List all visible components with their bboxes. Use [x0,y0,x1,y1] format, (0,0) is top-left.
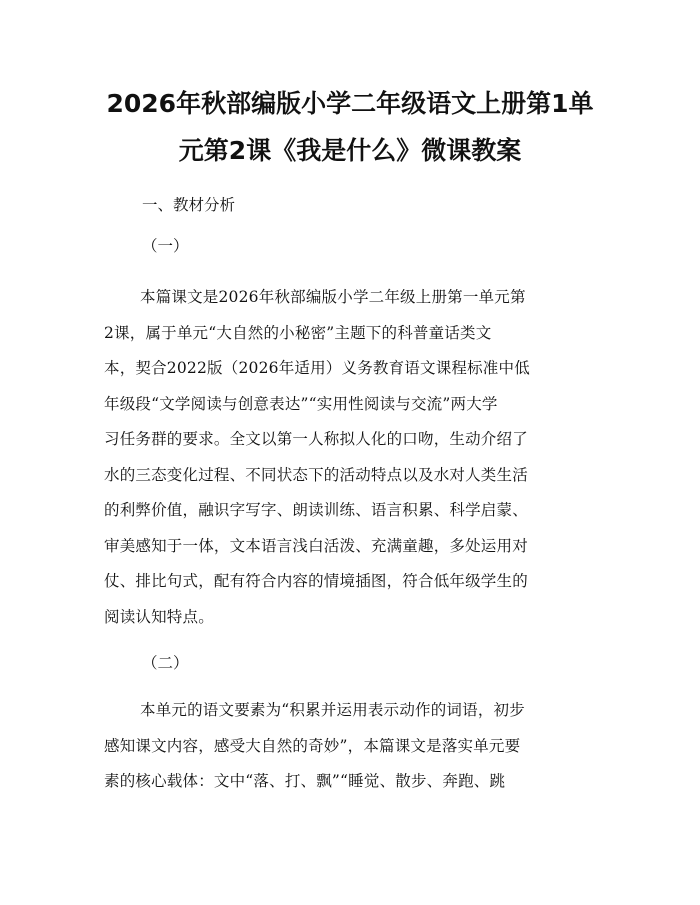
paragraph-2 [104,693,600,800]
document-title-line-2: 元第2课《我是什么》微课教案 [178,136,522,165]
subsection-heading-2: （二） [142,654,189,672]
paragraph-1-line: 审美感知于一体，文本语言浅白活泼、充满童趣，多处运用对 [104,536,528,555]
paragraph-1-line: 习任务群的要求。全文以第一人称拟人化的口吻，生动介绍了 [104,430,528,448]
paragraph-1 [104,280,600,635]
paragraph-1-line: 水的三态变化过程、不同状态下的活动特点以及水对人类生活 [104,465,528,484]
section-heading-textbook-analysis: 一、教材分析 [142,196,236,214]
document-title-line-1: 2026年秋部编版小学二年级语文上册第1单 [106,89,594,118]
paragraph-1-line: 年级段“文学阅读与创意表达”“实用性阅读与交流”两大学 [104,394,498,413]
paragraph-2-line: 感知课文内容，感受大自然的奇妙”，本篇课文是落实单元要 [104,736,521,755]
paragraph-1-line: 阅读认知特点。 [104,607,214,626]
paragraph-1-line: 本篇课文是2026年秋部编版小学二年级上册第一单元第 [140,288,526,306]
subsection-heading-1: （一） [142,237,189,255]
paragraph-1-line: 的利弊价值，融识字写字、朗读训练、语言积累、科学启蒙、 [104,501,528,519]
paragraph-1-line: 仗、排比句式，配有符合内容的情境插图，符合低年级学生的 [104,572,528,590]
paragraph-2-line: 素的核心载体：文中“落、打、飘”“睡觉、散步、奔跑、跳 [104,772,506,790]
paragraph-1-line: 2课，属于单元“大自然的小秘密”主题下的科普童话类文 [104,323,492,342]
paragraph-2-line: 本单元的语文要素为“积累并运用表示动作的词语，初步 [140,701,525,719]
paragraph-1-line: 本，契合2022版（2026年适用）义务教育语文课程标准中低 [104,359,530,377]
